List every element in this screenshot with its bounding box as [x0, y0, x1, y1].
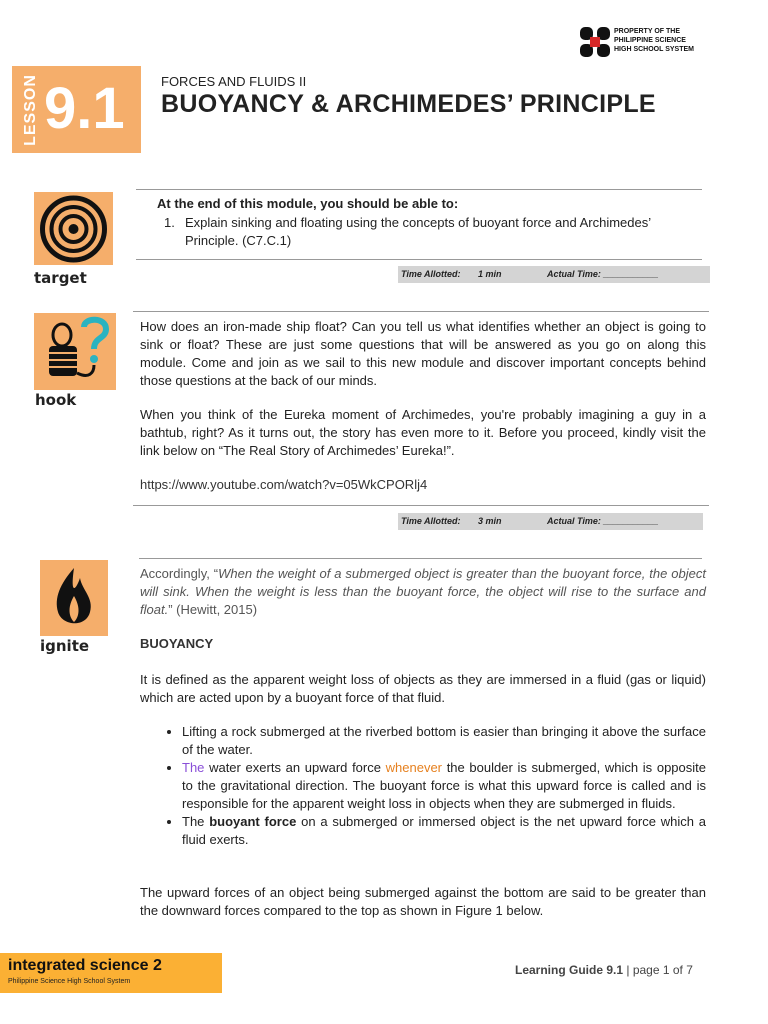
video-link[interactable]: https://www.youtube.com/watch?v=05WkCPORlj4 — [140, 477, 428, 492]
target-intro: At the end of this module, you should be able to: — [157, 196, 459, 211]
flame-icon — [40, 560, 108, 636]
target-icon-box — [34, 192, 113, 265]
list-item: • Lifting a rock submerged at the riverbed bottom is easier than bringing it above the surface of the water. — [182, 723, 706, 759]
objective-number: 1. — [164, 215, 175, 230]
target-top-rule — [136, 189, 702, 190]
rope-question-icon — [34, 313, 116, 390]
hook-bottom-rule — [133, 505, 709, 506]
target-icon — [34, 192, 113, 265]
hook-time-bar — [398, 513, 703, 530]
objective-text: Explain sinking and floating using the concepts of buoyant force and Archimedes’ Principle. (C7.C.1) — [185, 215, 651, 248]
logo-text: PROPERTY OF THE PHILIPPINE SCIENCE HIGH SCHOOL SYSTEM — [614, 28, 694, 53]
hook-paragraph-2: When you think of the Eureka moment of Archimedes, you're probably imagining a guy in a bathtub, right? As it turns out, the story has even more to it. Before you proceed, kindly visit the link below on “The Real Story of Archimedes’ Eureka!”. — [140, 407, 706, 458]
school-name: Philippine Science High School System — [8, 978, 131, 985]
hewitt-quote: Accordingly, “When the weight of a submerged object is greater than the buoyant force, the object will sink. When the weight is less than the buoyant force, the object will rise to the surface and float.” (Hewitt, 2015) — [140, 566, 706, 617]
target-bottom-rule — [136, 259, 702, 260]
pshs-seal-icon — [578, 25, 612, 59]
actual-time-label: Actual Time: ___________ — [547, 269, 659, 279]
ignite-label: ignite — [40, 637, 90, 655]
ignite-icon-box — [40, 560, 108, 636]
actual-time-label: Actual Time: ___________ — [547, 516, 659, 526]
time-allotted-label: Time Allotted: — [401, 269, 461, 279]
hook-paragraph-1: How does an iron-made ship float? Can you tell us what identifies whether an object is going to sink or float? These are just some questions that will be answered as you go on along this module. Come and join as we sail to this new module and discover important concepts behind those questions at the back of our minds. — [140, 319, 706, 388]
buoyancy-definition: It is defined as the apparent weight loss of objects as they are immersed in a fluid (gas or liquid) which are acted upon by a buoyant force of that fluid. — [140, 672, 706, 705]
time-allotted-value: 3 min — [478, 516, 502, 526]
lesson-title: BUOYANCY & ARCHIMEDES’ PRINCIPLE — [161, 90, 656, 118]
course-title: integrated science 2 — [8, 957, 162, 974]
hook-label: hook — [35, 391, 77, 409]
lesson-word: LESSON — [22, 74, 39, 146]
ignite-top-rule — [139, 558, 702, 559]
buoyancy-heading: BUOYANCY — [140, 636, 214, 651]
lesson-number: 9.1 — [44, 76, 125, 141]
bullet-list — [140, 723, 706, 849]
list-item: • The water exerts an upward force whenever the boulder is submerged, which is opposite to the gravitational direction. The buoyant force is what this upward force is called and is responsible for the apparent weight loss in objects when they are submerged in fluids. — [182, 759, 706, 813]
list-item: • The buoyant force on a submerged or immersed object is the net upward force which a fluid exerts. — [182, 813, 706, 849]
target-label: target — [34, 269, 87, 287]
hook-icon-box — [34, 313, 116, 390]
hook-top-rule — [133, 311, 709, 312]
closing-paragraph: The upward forces of an object being submerged against the bottom are said to be greater than the downward forces compared to the top as shown in Figure 1 below. — [140, 885, 706, 918]
time-allotted-value: 1 min — [478, 269, 502, 279]
lesson-subtitle: FORCES AND FLUIDS II — [161, 74, 307, 89]
page-info: Learning Guide 9.1 | page 1 of 7 — [515, 963, 693, 977]
target-time-bar — [398, 266, 710, 283]
time-allotted-label: Time Allotted: — [401, 516, 461, 526]
